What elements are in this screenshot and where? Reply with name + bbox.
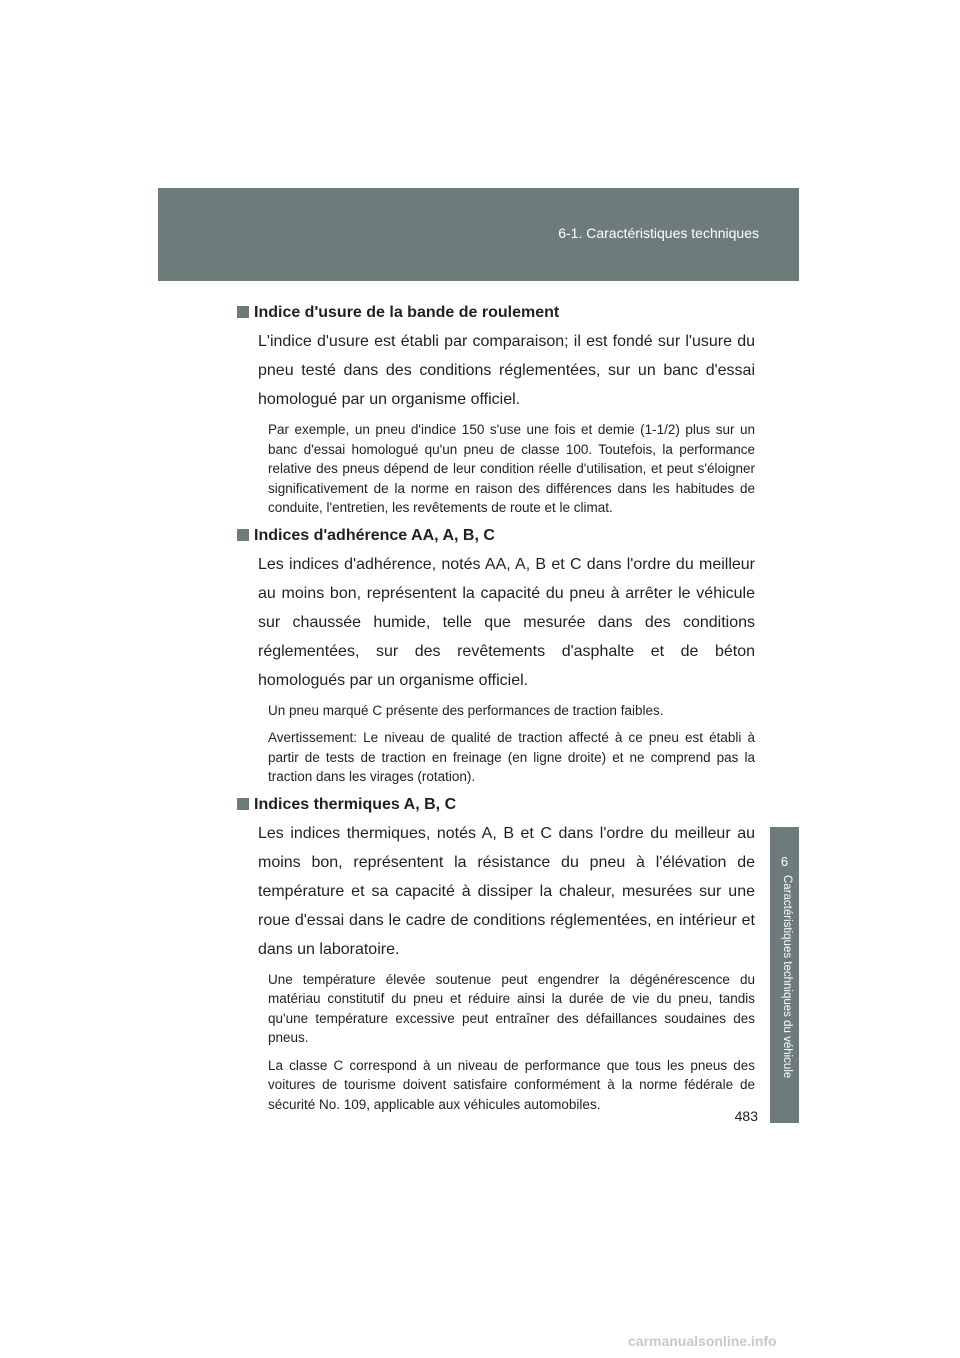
chapter-label: Caractéristiques techniques du véhicule: [781, 875, 793, 1079]
page-number: 483: [734, 1108, 758, 1124]
section-heading: [237, 795, 755, 815]
square-bullet-icon: [237, 798, 249, 810]
square-bullet-icon: [237, 529, 249, 541]
section-heading: [237, 303, 755, 323]
section-body: L'indice d'usure est établi par comparaison; il est fondé sur l'usure du pneu testé dans des conditions réglementées, sur un banc d'essai homologué par un organisme officiel.: [258, 333, 755, 408]
section-traction: [238, 526, 755, 787]
section-body: Les indices thermiques, notés A, B et C dans l'ordre du meilleur au moins bon, représentent la résistance du pneu à l'élévation de température et sa capacité à dissiper la chaleur, mesurées sur une roue d'essai dans le cadre de conditions réglementées, en intérieur et dans un laboratoire.: [258, 824, 755, 958]
chapter-number: 6: [780, 854, 789, 869]
section-tread-wear: [238, 303, 755, 518]
section-note: Une température élevée soutenue peut engendrer la dégénérescence du matériau constitutif du pneu et réduire ainsi la durée de vie du pneu, tandis qu'une température excessive peut entraîner des défaillances soudaines des pneus.: [268, 971, 755, 1045]
section-temperature: [238, 795, 755, 1115]
section-body: Les indices d'adhérence, notés AA, A, B et C dans l'ordre du meilleur au moins bon, représentent la capacité du pneu à arrêter le véhicule sur chaussée humide, telle que mesurée dans des conditions réglementées, sur des revêtements d'asphalte et de béton homologués par un organisme officiel.: [258, 555, 755, 689]
page-content: [238, 303, 755, 1122]
section-note: Avertissement: Le niveau de qualité de traction affecté à ce pneu est établi à partir de tests de traction en freinage (en ligne droite) et ne comprend pas la traction dans les virages (rotation).: [268, 730, 755, 784]
section-note: Par exemple, un pneu d'indice 150 s'use une fois et demie (1-1/2) plus sur un banc d'essai homologué qu'un pneu de classe 100. Toutefois, la performance relative des pneus dépend de leur condition réelle d'utilisation, et peut s'éloigner significativement de la norme en raison des différences dans les habitudes de conduite, l'entretien, les revêtements de route et le climat.: [268, 422, 755, 515]
section-heading: [237, 526, 755, 546]
chapter-tab-label-wrap: [777, 875, 793, 1115]
watermark: carmanualsonline.info: [628, 1333, 777, 1349]
section-heading-text: Indices d'adhérence AA, A, B, C: [254, 526, 495, 544]
section-title: 6-1. Caractéristiques techniques: [558, 225, 759, 241]
section-note: Un pneu marqué C présente des performances de traction faibles.: [268, 702, 664, 718]
section-note: La classe C correspond à un niveau de performance que tous les pneus des voitures de tourisme doivent satisfaire conformément à la norme fédérale de sécurité No. 109, applicable aux véhicules automobiles.: [268, 1057, 755, 1112]
header-band: [158, 188, 799, 281]
section-heading-text: Indices thermiques A, B, C: [254, 795, 457, 813]
section-heading-text: Indice d'usure de la bande de roulement: [254, 304, 560, 321]
square-bullet-icon: [237, 306, 249, 318]
